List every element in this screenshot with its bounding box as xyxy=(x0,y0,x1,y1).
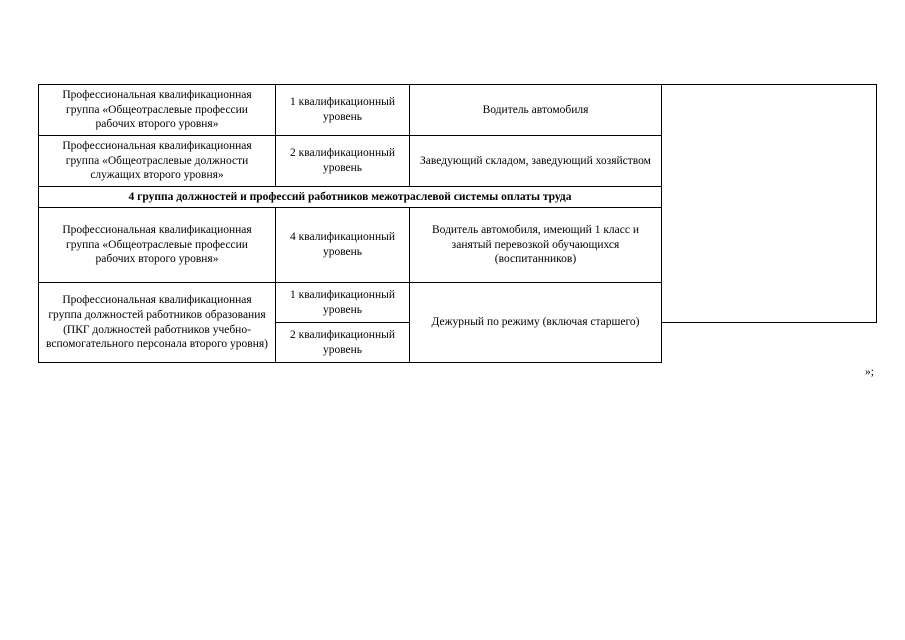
qualification-group-cell: Профессиональная квалификационная группа «Общеотраслевые профессии рабочих второго уровня» xyxy=(39,208,276,283)
qualification-group-cell: Профессиональная квалификационная группа «Общеотраслевые должности служащих второго уровня» xyxy=(39,136,276,187)
position-cell: Водитель автомобиля, имеющий 1 класс и занятый перевозкой обучающихся (воспитанников) xyxy=(410,208,662,283)
position-cell: Дежурный по режиму (включая старшего) xyxy=(410,283,662,363)
qualification-group-cell: Профессиональная квалификационная группа должностей работников образования (ПКГ должностей работников учебно-вспомогательного персонала второго уровня) xyxy=(39,283,276,363)
position-cell: Заведующий складом, заведующий хозяйством xyxy=(410,136,662,187)
closing-quote-mark: »; xyxy=(865,366,874,378)
section-heading: 4 группа должностей и профессий работников межотраслевой системы оплаты труда xyxy=(39,187,662,208)
salary-groups-table xyxy=(38,84,877,363)
salary-cell-empty xyxy=(662,85,877,323)
qualification-level-cell: 1 квалификационный уровень xyxy=(276,283,410,323)
qualification-level-cell: 2 квалификационный уровень xyxy=(276,323,410,363)
qualification-level-cell: 1 квалификационный уровень xyxy=(276,85,410,136)
table-row xyxy=(39,85,877,136)
qualification-level-cell: 4 квалификационный уровень xyxy=(276,208,410,283)
qualification-group-cell: Профессиональная квалификационная группа «Общеотраслевые профессии рабочих второго уровня» xyxy=(39,85,276,136)
position-cell: Водитель автомобиля xyxy=(410,85,662,136)
qualification-level-cell: 2 квалификационный уровень xyxy=(276,136,410,187)
